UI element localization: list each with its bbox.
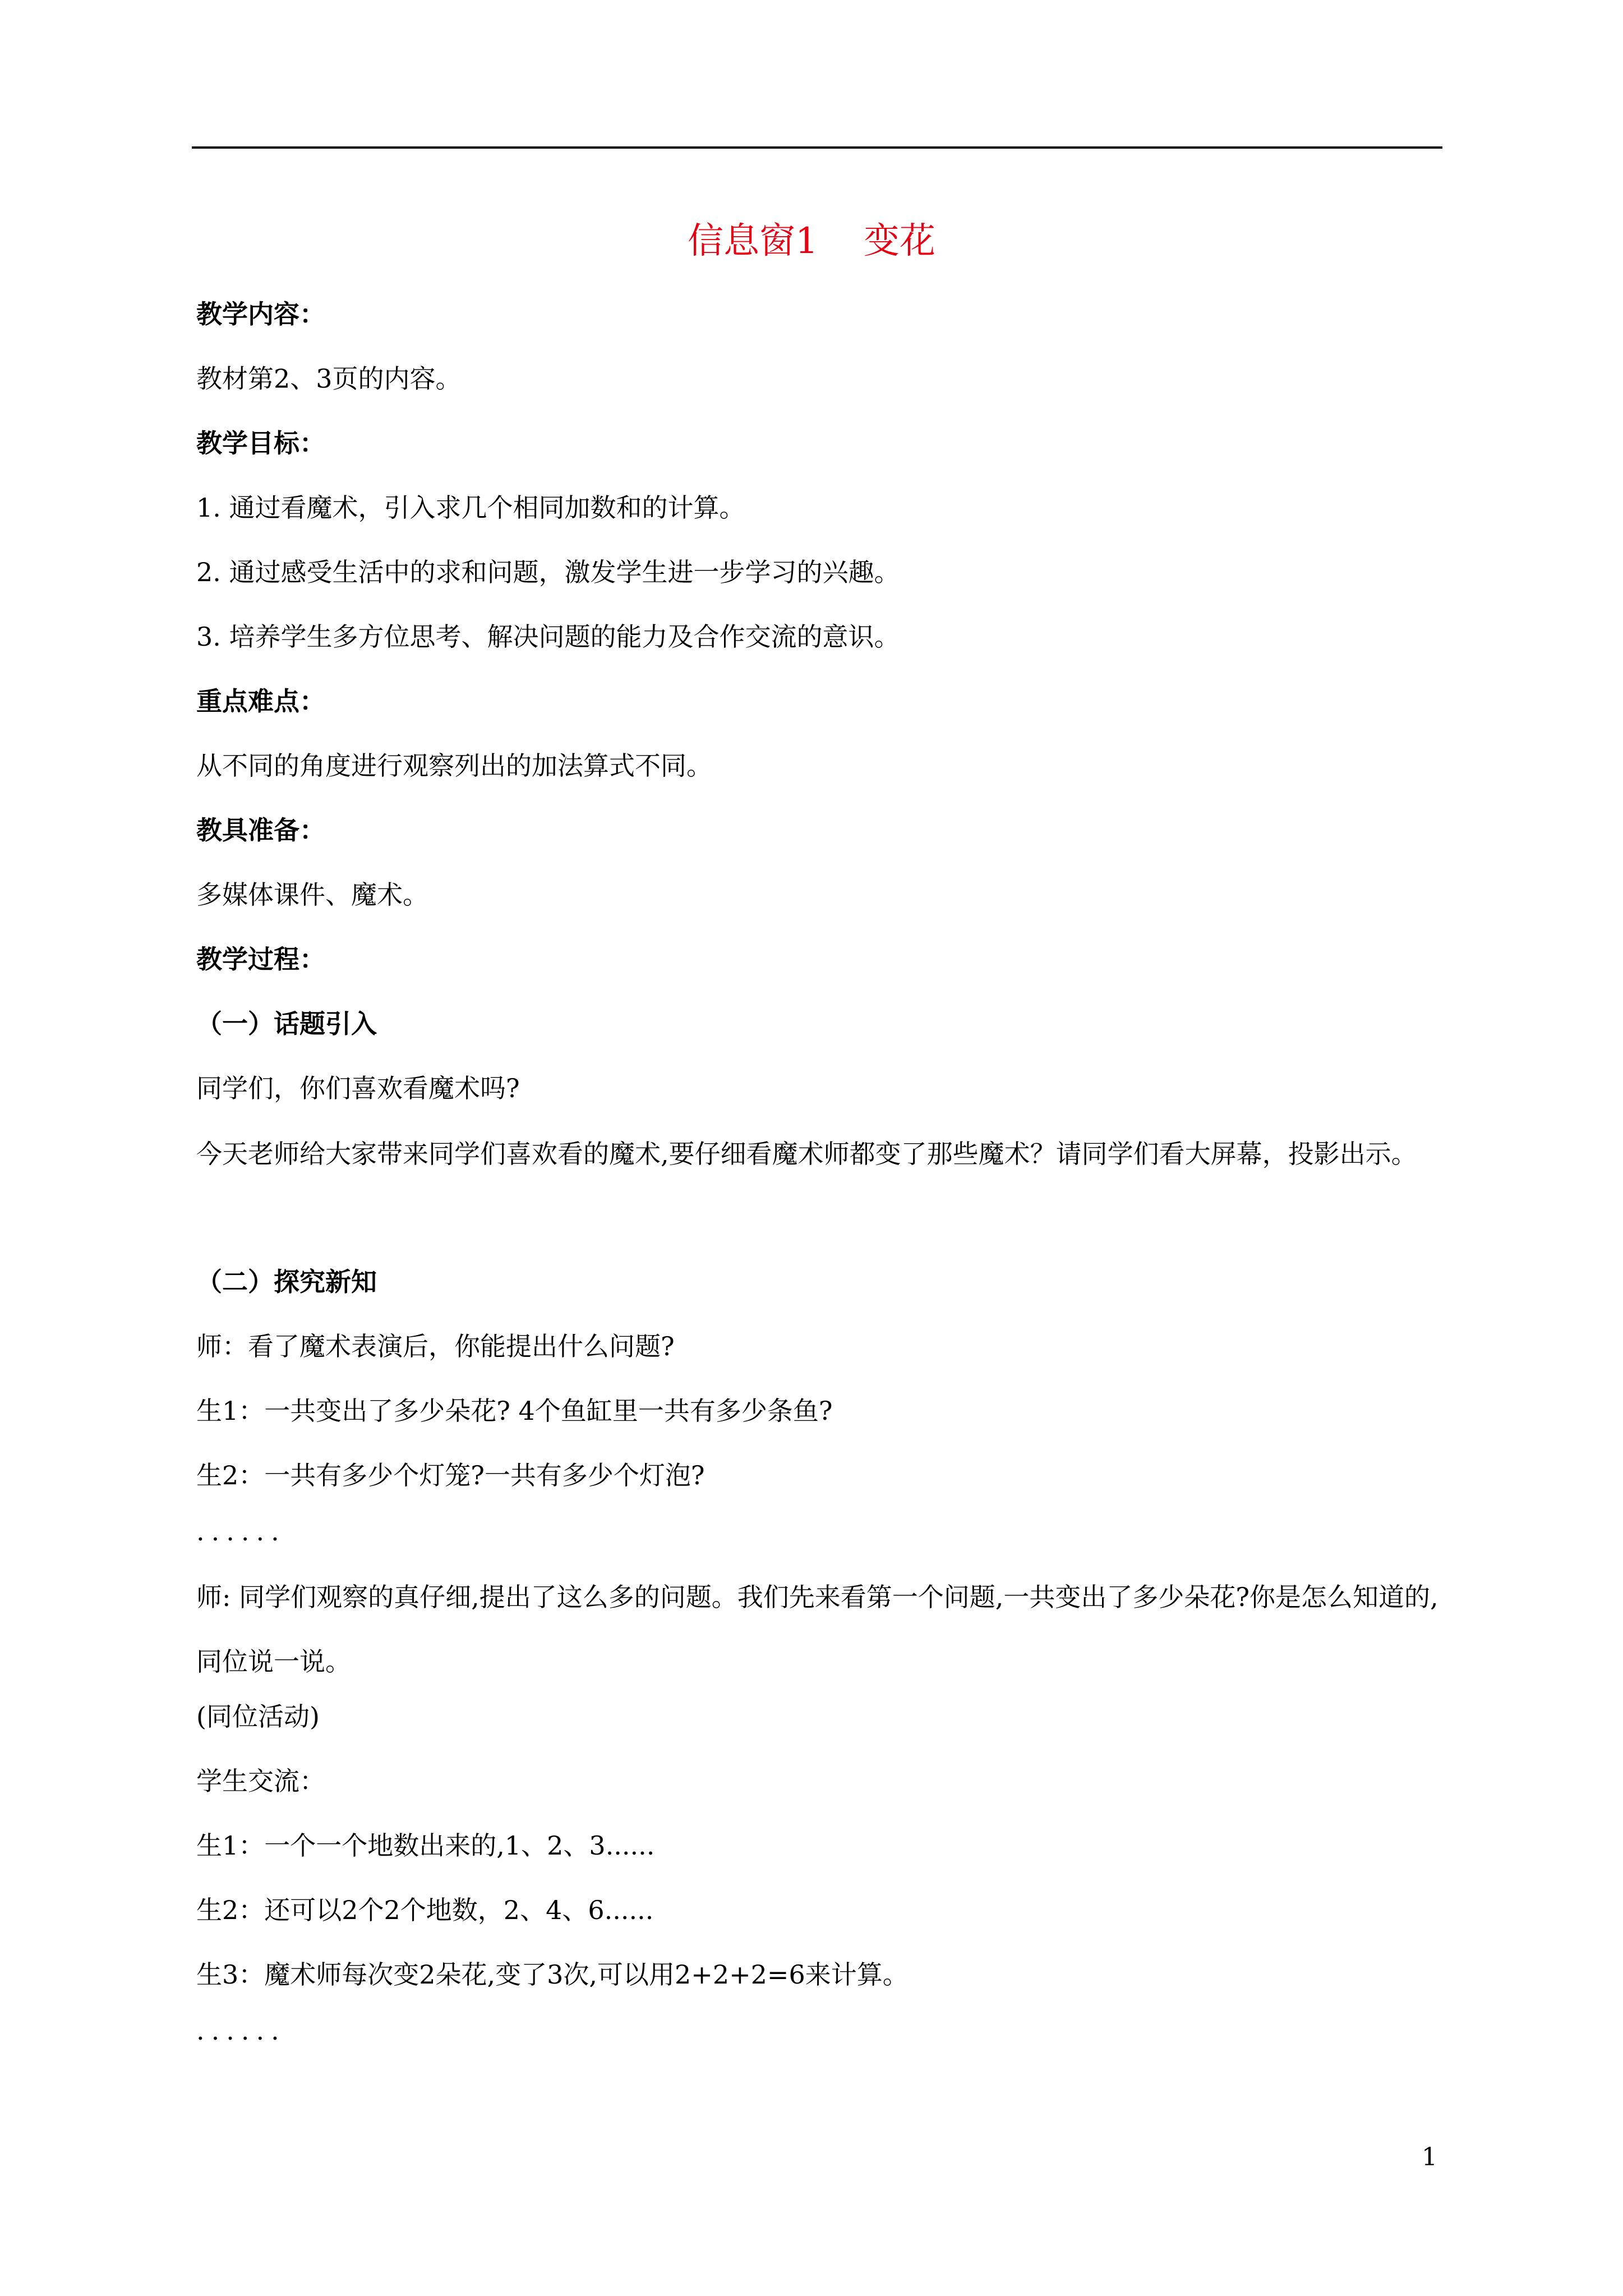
content-heading: 教学内容： [196,299,325,329]
paragraph: (同位活动) [196,1701,320,1732]
paragraph: 学生交流： [196,1766,325,1796]
paragraph: 生1：一共变出了多少朵花? 4个鱼缸里一共有多少条鱼? [196,1396,833,1426]
page-title: 信息窗1 变花 [687,220,936,262]
tools-heading: 教具准备： [196,815,325,845]
goal-item: 1. 通过看魔术，引入求几个相同加数和的计算。 [196,493,745,523]
part2-heading: （二）探究新知 [196,1267,377,1297]
key-heading: 重点难点： [196,686,325,716]
process-heading: 教学过程： [196,944,325,974]
ellipsis: ...... [196,1516,286,1547]
paragraph: 生3：魔术师每次变2朵花,变了3次,可以用2+2+2=6来计算。 [196,1959,909,1990]
goal-item: 3. 培养学生多方位思考、解决问题的能力及合作交流的意识。 [196,622,900,652]
paragraph: 同学们，你们喜欢看魔术吗? [196,1073,520,1103]
paragraph: 今天老师给大家带来同学们喜欢看的魔术,要仔细看魔术师都变了那些魔术？请同学们看大屏幕，投影出示。 [196,1139,1417,1169]
paragraph: 师：看了魔术表演后，你能提出什么问题? [196,1331,675,1361]
tools-text: 多媒体课件、魔术。 [196,880,428,910]
goal-item: 2. 通过感受生活中的求和问题，激发学生进一步学习的兴趣。 [196,557,900,587]
content-text: 教材第2、3页的内容。 [196,364,462,394]
part1-heading: （一）话题引入 [196,1009,377,1039]
page-number: 1 [1422,2143,1437,2171]
ellipsis: ...... [196,2016,286,2046]
header-rule [192,146,1442,149]
paragraph: 生2：还可以2个2个地数，2、4、6...... [196,1895,654,1925]
paragraph: 生1：一个一个地数出来的,1、2、3...... [196,1830,655,1861]
paragraph: 生2：一共有多少个灯笼?一共有多少个灯泡? [196,1460,705,1490]
paragraph: 师: 同学们观察的真仔细,提出了这么多的问题。我们先来看第一个问题,一共变出了多少朵花?你是怎么知道的,同位说一说。 [196,1582,1438,1677]
goals-heading: 教学目标： [196,428,325,458]
key-text: 从不同的角度进行观察列出的加法算式不同。 [196,751,712,781]
